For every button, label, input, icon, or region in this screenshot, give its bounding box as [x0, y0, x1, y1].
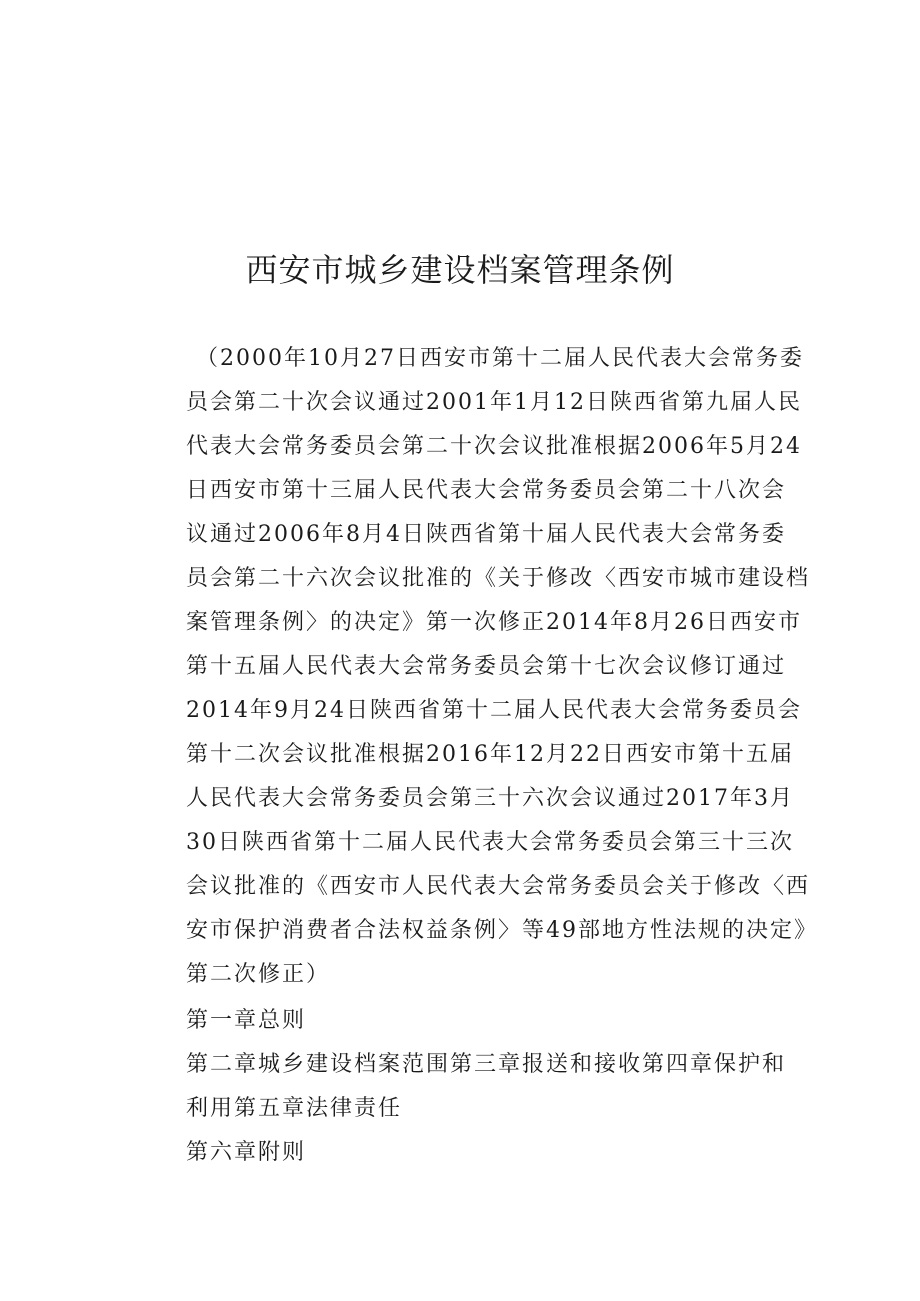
preamble-line: 员会第二十六次会议批准的《关于修改〈西安市城市建设档 [186, 566, 811, 591]
preamble-line: （2000年10月27日西安市第十二届人民代表大会常务委 [196, 346, 804, 371]
preamble-line: 人民代表大会常务委员会第三十六次会议通过2017年3月 [186, 786, 794, 811]
preamble-line: 第十二次会议批准根据2016年12月22日西安市第十五届 [186, 742, 794, 767]
toc-chapter-6: 第六章附则 [186, 1140, 307, 1165]
preamble-line: 员会第二十次会议通过2001年1月12日陕西省第九届人民 [186, 390, 802, 415]
document-title: 西安市城乡建设档案管理条例 [245, 251, 675, 289]
preamble-line: 第十五届人民代表大会常务委员会第十七次会议修订通过 [186, 654, 787, 679]
preamble-line: 议通过2006年8月4日陕西省第十届人民代表大会常务委 [186, 522, 786, 547]
preamble-line: 30日陕西省第十二届人民代表大会常务委员会第三十三次 [186, 830, 794, 855]
preamble-line: 日西安市第十三届人民代表大会常务委员会第二十八次会 [186, 478, 787, 503]
preamble-line: 代表大会常务委员会第二十次会议批准根据2006年5月24 [186, 434, 802, 459]
preamble-line: 第二次修正） [186, 962, 331, 987]
toc-chapter-1: 第一章总则 [186, 1008, 307, 1033]
toc-chapters-4-5: 利用第五章法律责任 [186, 1096, 403, 1121]
toc-chapters-2-4: 第二章城乡建设档案范围第三章报送和接收第四章保护和 [186, 1052, 787, 1077]
preamble-line: 2014年9月24日陕西省第十二届人民代表大会常务委员会 [186, 698, 802, 723]
preamble-line: 安市保护消费者合法权益条例〉等49部地方性法规的决定》 [186, 918, 818, 943]
preamble-line: 案管理条例〉的决定》第一次修正2014年8月26日西安市 [186, 610, 802, 635]
preamble-line: 会议批准的《西安市人民代表大会常务委员会关于修改〈西 [186, 874, 811, 899]
